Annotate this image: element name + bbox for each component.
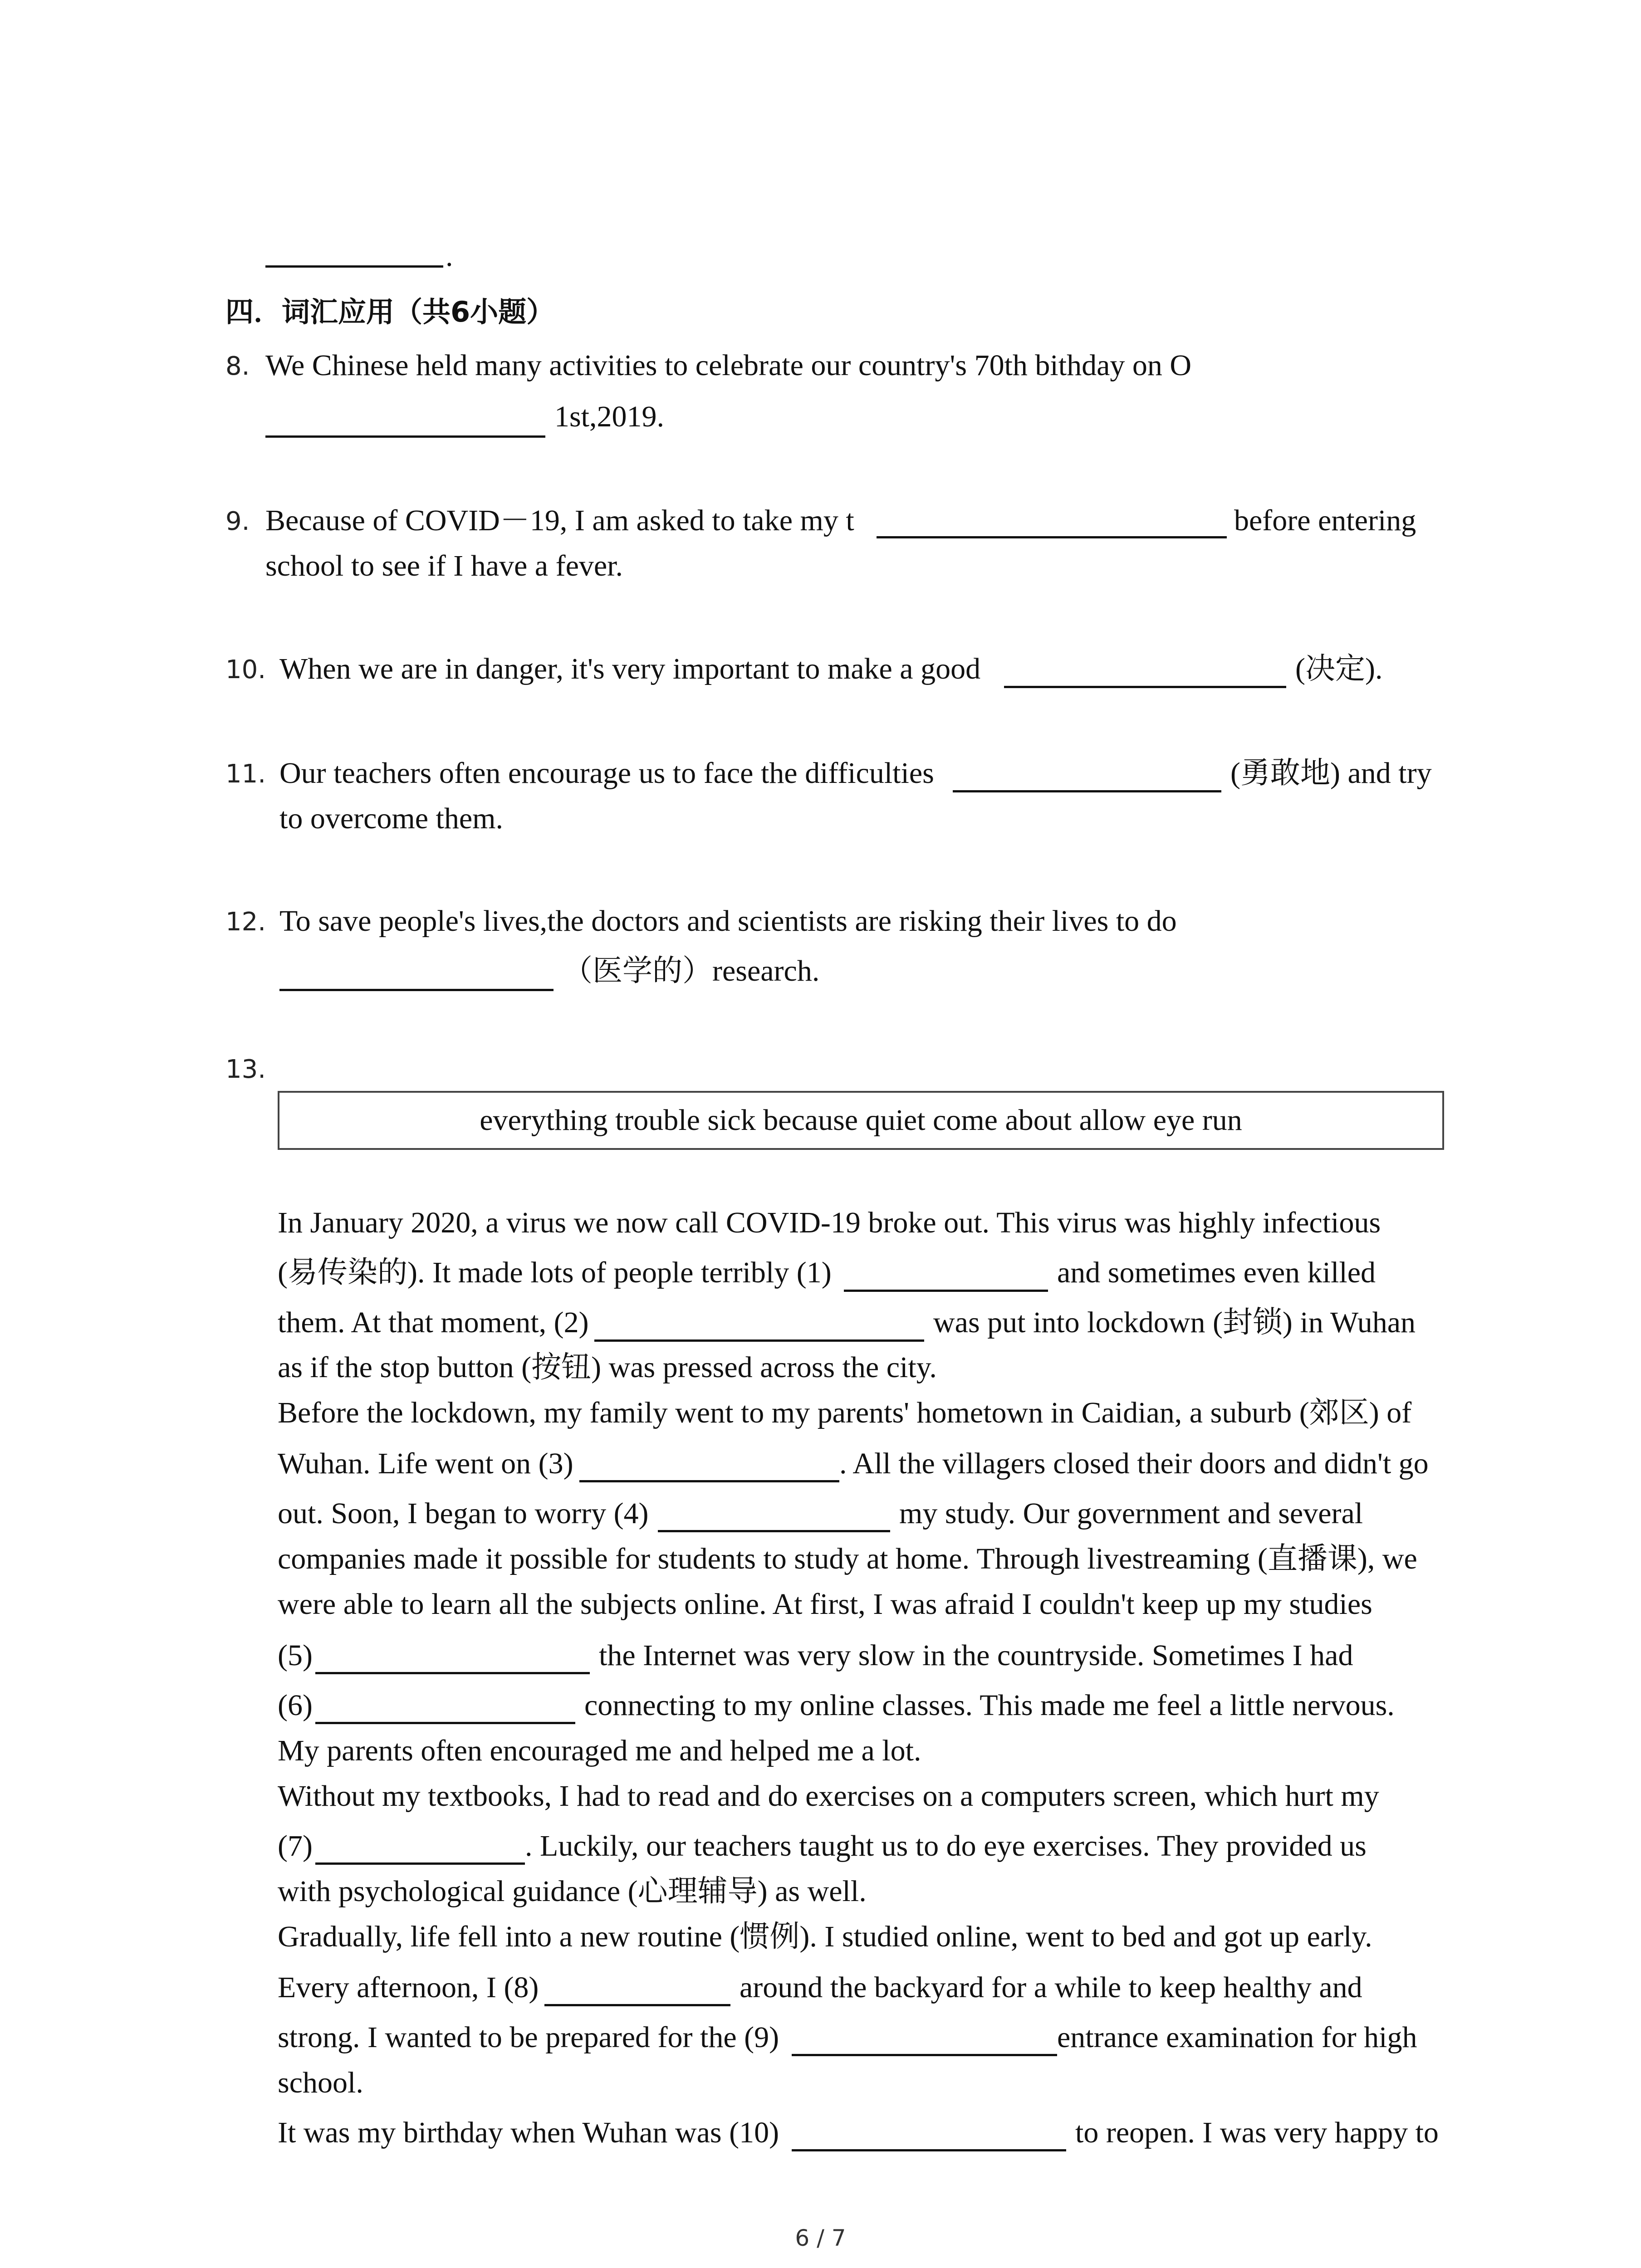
- passage-line: them. At that moment, (2): [278, 1306, 589, 1339]
- passage-line: my study. Our government and several: [899, 1497, 1363, 1530]
- passage-line: Without my textbooks, I had to read and do exercises on a computers screen, which hurt my: [278, 1779, 1379, 1813]
- answer-blank[interactable]: [1004, 686, 1286, 688]
- question-text: (勇敢地) and try: [1230, 757, 1432, 790]
- passage-line: companies made it possible for students to study at home. Through livestreaming (直播课), we: [278, 1542, 1417, 1575]
- answer-blank-8[interactable]: [544, 2004, 730, 2006]
- passage-line: . All the villagers closed their doors and didn't go: [839, 1447, 1429, 1480]
- passage-line: as if the stop button (按钮) was pressed across the city.: [278, 1351, 937, 1384]
- passage-line: around the backyard for a while to keep healthy and: [740, 1971, 1362, 2004]
- question-text: We Chinese held many activities to celebrate our country's 70th bithday on O: [265, 349, 1192, 382]
- question-text: To save people's lives,the doctors and scientists are risking their lives to do: [279, 904, 1177, 938]
- answer-blank-7[interactable]: [315, 1862, 525, 1865]
- answer-blank-5[interactable]: [315, 1672, 590, 1674]
- answer-blank-2[interactable]: [594, 1339, 924, 1342]
- passage-line: In January 2020, a virus we now call COVID-19 broke out. This virus was highly infectious: [278, 1206, 1381, 1239]
- answer-blank[interactable]: [877, 536, 1227, 538]
- answer-blank[interactable]: [279, 989, 554, 991]
- passage-line: connecting to my online classes. This made me feel a little nervous.: [584, 1689, 1395, 1722]
- question-number: 13.: [225, 1055, 266, 1084]
- question-text: When we are in danger, it's very important to make a good: [279, 652, 981, 685]
- passage-line: school.: [278, 2066, 363, 2099]
- question-text: 1st,2019.: [554, 400, 665, 433]
- passage-line: were able to learn all the subjects online. At first, I was afraid I couldn't keep up my studies: [278, 1588, 1372, 1621]
- passage-line: and sometimes even killed: [1057, 1256, 1376, 1289]
- answer-blank-6[interactable]: [315, 1722, 575, 1724]
- passage-line: Wuhan. Life went on (3): [278, 1447, 573, 1480]
- answer-blank[interactable]: [265, 265, 443, 268]
- question-text: Because of COVID－19, I am asked to take my t: [265, 504, 854, 537]
- answer-blank[interactable]: [265, 435, 545, 438]
- answer-blank-10[interactable]: [792, 2149, 1066, 2151]
- question-number: 11.: [225, 759, 266, 789]
- passage-line: Before the lockdown, my family went to my parents' hometown in Caidian, a suburb (郊区) of: [278, 1396, 1412, 1429]
- passage-line: (易传染的). It made lots of people terribly (1): [278, 1256, 832, 1289]
- answer-blank-9[interactable]: [792, 2054, 1057, 2056]
- passage-line: out. Soon, I began to worry (4): [278, 1497, 649, 1530]
- passage-line: (7): [278, 1829, 313, 1862]
- question-number: 8.: [225, 352, 250, 381]
- passage-line: the Internet was very slow in the countryside. Sometimes I had: [599, 1639, 1353, 1672]
- answer-blank-3[interactable]: [579, 1480, 839, 1482]
- passage-line: It was my birthday when Wuhan was (10): [278, 2116, 779, 2149]
- passage-line: to reopen. I was very happy to: [1075, 2116, 1439, 2149]
- passage-line: entrance examination for high: [1057, 2021, 1417, 2054]
- passage-line: strong. I wanted to be prepared for the (9): [278, 2021, 779, 2054]
- question-text: Our teachers often encourage us to face the difficulties: [279, 757, 934, 790]
- passage-line: with psychological guidance (心理辅导) as well.: [278, 1875, 867, 1908]
- section-heading: 四．词汇应用（共6小题）: [225, 295, 555, 328]
- passage-line: (5): [278, 1639, 313, 1672]
- question-text: before entering: [1234, 504, 1416, 537]
- question-text: to overcome them.: [279, 802, 504, 835]
- answer-blank-4[interactable]: [658, 1530, 890, 1532]
- question-number: 12.: [225, 907, 266, 937]
- page-number: 6 / 7: [795, 2225, 846, 2251]
- passage-line: . Luckily, our teachers taught us to do eye exercises. They provided us: [525, 1829, 1367, 1862]
- question-number: 10.: [225, 655, 266, 684]
- question-number: 9.: [225, 507, 250, 536]
- answer-blank-1[interactable]: [844, 1290, 1048, 1292]
- question-text: （医学的）research.: [563, 954, 820, 987]
- passage-line: (6): [278, 1689, 313, 1722]
- word-bank: everything trouble sick because quiet come about allow eye run: [480, 1104, 1242, 1137]
- word-bank-box: [278, 1091, 1444, 1150]
- passage-line: Every afternoon, I (8): [278, 1971, 539, 2004]
- blank-period: .: [446, 240, 453, 273]
- question-text: (决定).: [1295, 652, 1383, 685]
- passage-line: Gradually, life fell into a new routine (惯例). I studied online, went to bed and got up early.: [278, 1920, 1372, 1953]
- passage-line: My parents often encouraged me and helped me a lot.: [278, 1734, 921, 1767]
- question-text: school to see if I have a fever.: [265, 549, 623, 582]
- passage-line: was put into lockdown (封锁) in Wuhan: [933, 1306, 1416, 1339]
- answer-blank[interactable]: [953, 790, 1221, 792]
